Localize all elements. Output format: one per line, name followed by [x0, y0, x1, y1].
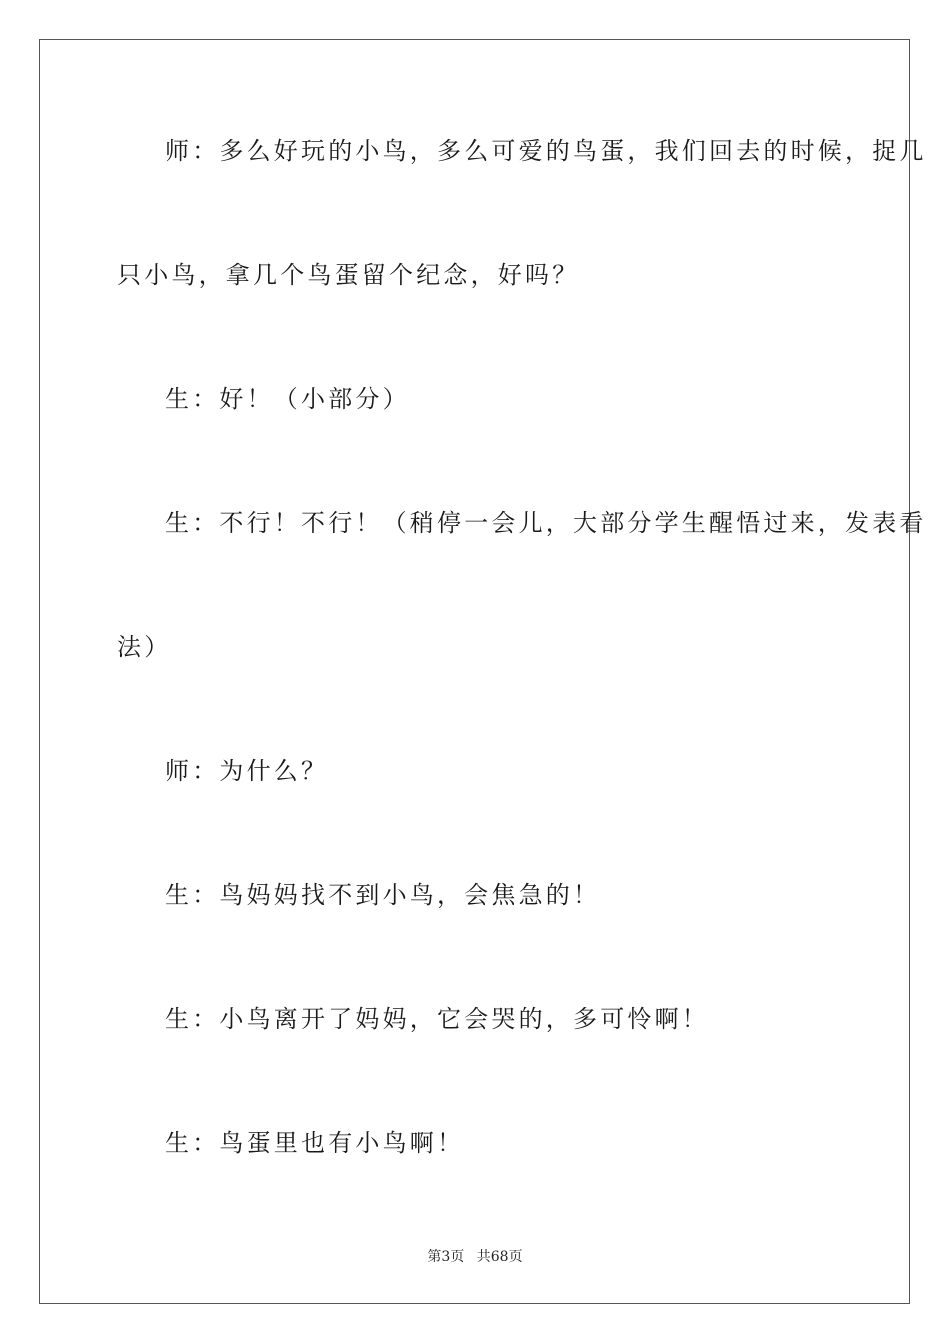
page-border	[39, 39, 910, 1304]
dialogue-line: 生：鸟蛋里也有小鸟啊！	[165, 1129, 465, 1157]
dialogue-line: 生：好！（小部分）	[165, 385, 410, 413]
dialogue-line: 生：小鸟离开了妈妈，它会哭的，多可怜啊！	[165, 1005, 709, 1033]
dialogue-line: 生：鸟妈妈找不到小鸟，会焦急的！	[165, 881, 601, 909]
dialogue-line: 师：多么好玩的小鸟，多么可爱的鸟蛋，我们回去的时候，捉几	[165, 137, 927, 165]
page-total: 共68页	[476, 1249, 523, 1265]
dialogue-line-continuation: 只小鸟，拿几个鸟蛋留个纪念，好吗？	[117, 261, 580, 289]
dialogue-line-continuation: 法）	[117, 633, 172, 661]
dialogue-line: 师：为什么？	[165, 757, 329, 785]
dialogue-line: 生：不行！不行！（稍停一会儿，大部分学生醒悟过来，发表看	[165, 509, 927, 537]
page-footer	[0, 1248, 950, 1266]
page-number: 第3页	[427, 1249, 465, 1265]
